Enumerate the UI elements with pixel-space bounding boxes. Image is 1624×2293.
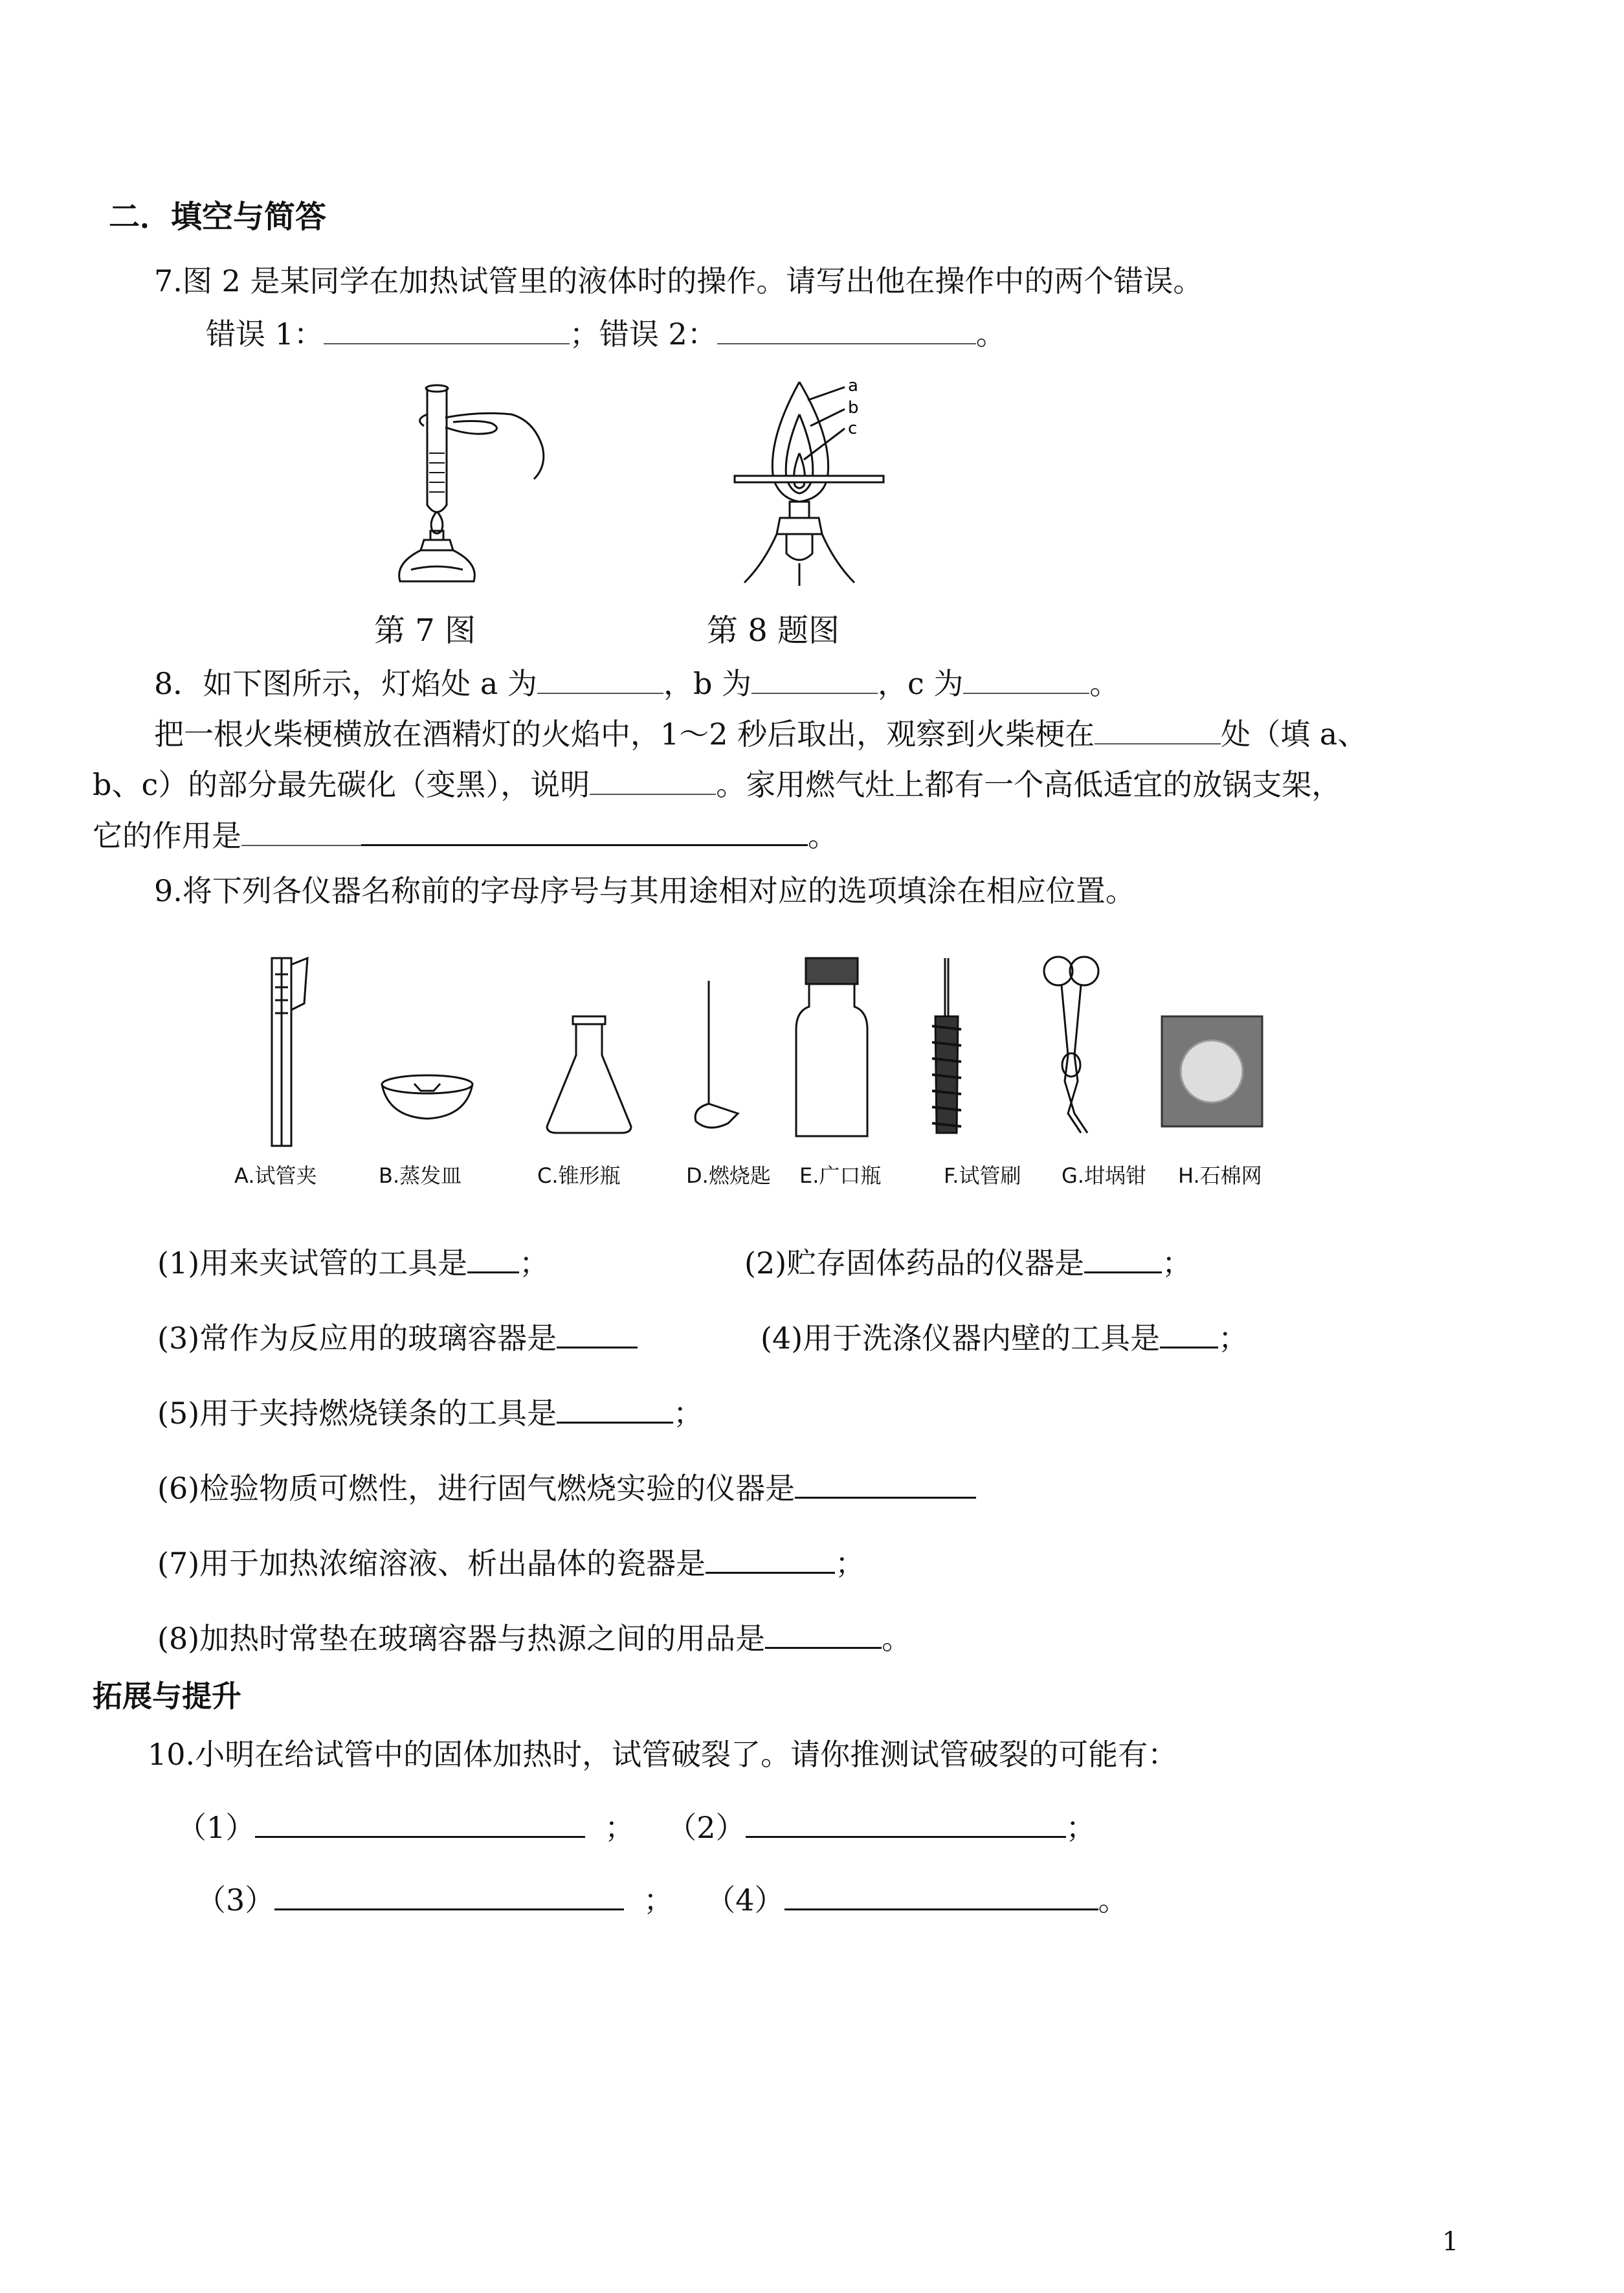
q8-blank-position[interactable] bbox=[1095, 715, 1221, 744]
q8-blank-purpose-1[interactable] bbox=[241, 816, 361, 846]
q9-item-3-text: (3)常作为反应用的玻璃容器是 bbox=[157, 1321, 557, 1356]
q9-item-4-text: (4)用于洗涤仪器内壁的工具是 bbox=[761, 1321, 1161, 1356]
q9-item-8-period: 。 bbox=[882, 1621, 912, 1656]
q8-line3 bbox=[93, 765, 1341, 804]
q9-item-5-blank[interactable] bbox=[557, 1393, 673, 1424]
flame-label-c: c bbox=[848, 419, 858, 438]
q8-blank-explain[interactable] bbox=[590, 765, 716, 795]
q10-blank-3[interactable] bbox=[274, 1880, 624, 1910]
q8-line2-text-b: 处（填 a、 bbox=[1221, 717, 1368, 752]
q9-item-4-semi: ； bbox=[1218, 1321, 1249, 1356]
q8-line1-text-b: ，b 为 bbox=[663, 666, 752, 701]
q9-item-7 bbox=[157, 1543, 865, 1583]
q9-item-4 bbox=[761, 1318, 1248, 1358]
q8-line2-text-a: 把一根火柴梗横放在酒精灯的火焰中，1～2 秒后取出，观察到火柴梗在 bbox=[154, 717, 1095, 752]
q10-blank-2[interactable] bbox=[746, 1807, 1066, 1838]
q9-item-1 bbox=[157, 1243, 549, 1282]
q8-line1-end: 。 bbox=[1089, 666, 1120, 701]
section-heading: 二．填空与简答 bbox=[109, 199, 327, 235]
q10-row1 bbox=[177, 1807, 1096, 1847]
q10-semi-3: ； bbox=[643, 1883, 674, 1918]
q8-line1-text-a: 8．如下图所示，灯焰处 a 为 bbox=[154, 666, 537, 701]
q9-item-1-text: (1)用来夹试管的工具是 bbox=[157, 1246, 468, 1281]
q8-line1-text-c: ，c 为 bbox=[878, 666, 964, 701]
q8-line4-text-a: 它的作用是 bbox=[93, 818, 241, 853]
q9-item-5-semi: ； bbox=[673, 1396, 704, 1431]
q8-blank-a[interactable] bbox=[537, 664, 663, 694]
q8-line2 bbox=[154, 715, 1367, 754]
q9-item-8-text: (8)加热时常垫在玻璃容器与热源之间的用品是 bbox=[157, 1621, 766, 1656]
instrument-label-b: B.蒸发皿 bbox=[379, 1163, 462, 1188]
q8-line4 bbox=[93, 816, 838, 855]
q10-end: 。 bbox=[1098, 1883, 1128, 1918]
q7-sep: ； bbox=[569, 317, 599, 352]
instrument-label-a: A.试管夹 bbox=[234, 1163, 317, 1188]
q9-item-3 bbox=[157, 1318, 638, 1358]
q9-item-2-blank[interactable] bbox=[1084, 1243, 1162, 1273]
q9-item-7-semi: ； bbox=[835, 1546, 865, 1581]
q8-blank-b[interactable] bbox=[751, 664, 878, 694]
q9-item-1-semi: ； bbox=[519, 1246, 550, 1281]
q10-b2-label: （2） bbox=[667, 1810, 746, 1845]
q7-end: 。 bbox=[975, 317, 1006, 352]
q7-answer-line bbox=[206, 315, 1006, 353]
q9-item-8 bbox=[157, 1618, 911, 1658]
instrument-label-f: F.试管刷 bbox=[944, 1163, 1021, 1188]
q7-err2-label: 错误 2： bbox=[599, 317, 717, 352]
q8-blank-c[interactable] bbox=[963, 664, 1089, 694]
instrument-label-e: E.广口瓶 bbox=[799, 1163, 882, 1188]
instruments-illustration bbox=[227, 939, 1301, 1152]
fig7-caption: 第 7 图 bbox=[374, 612, 476, 649]
q9-item-2-text: (2)贮存固体药品的仪器是 bbox=[744, 1246, 1085, 1281]
q8-line1 bbox=[154, 664, 1119, 703]
combustion-spoon-icon bbox=[695, 981, 738, 1128]
q10-text: 10.小明在给试管中的固体加热时，试管破裂了。请你推测试管破裂的可能有： bbox=[148, 1737, 1178, 1772]
q9-item-1-blank[interactable] bbox=[467, 1243, 519, 1273]
instrument-label-h: H.石棉网 bbox=[1178, 1163, 1262, 1188]
q7-err1-blank[interactable] bbox=[324, 315, 570, 344]
q9-item-6-text: (6)检验物质可燃性，进行固气燃烧实验的仪器是 bbox=[157, 1471, 795, 1506]
q7-err2-blank[interactable] bbox=[717, 315, 976, 344]
asbestos-gauze-icon bbox=[1162, 1016, 1262, 1126]
instrument-label-c: C.锥形瓶 bbox=[537, 1163, 621, 1188]
test-tube-holder-icon bbox=[272, 958, 307, 1146]
q9-text: 9.将下列各仪器名称前的字母序号与其用途相对应的选项填涂在相应位置。 bbox=[154, 873, 1135, 908]
q10-semi-1: ； bbox=[605, 1810, 635, 1845]
q9-item-6-blank[interactable] bbox=[795, 1468, 976, 1499]
q10-row2 bbox=[196, 1880, 1128, 1919]
conical-flask-icon bbox=[547, 1016, 631, 1133]
q10-blank-1[interactable] bbox=[255, 1807, 585, 1838]
q10-blank-4[interactable] bbox=[784, 1880, 1098, 1910]
q9-item-7-blank[interactable] bbox=[706, 1543, 835, 1574]
test-tube-brush-icon bbox=[932, 958, 961, 1133]
fig8-caption: 第 8 题图 bbox=[707, 612, 840, 649]
q9-item-6 bbox=[157, 1468, 976, 1508]
q10-b3-label: （3） bbox=[196, 1883, 275, 1918]
q9-item-2-semi: ； bbox=[1162, 1246, 1192, 1281]
q9-item-3-blank[interactable] bbox=[557, 1318, 638, 1348]
q7-err1-label: 错误 1： bbox=[206, 317, 324, 352]
flame-label-a: a bbox=[848, 376, 858, 396]
evaporating-dish-icon bbox=[382, 1075, 473, 1119]
crucible-tongs-icon bbox=[1044, 957, 1098, 1133]
wide-mouth-bottle-icon bbox=[796, 958, 867, 1136]
q9-item-4-blank[interactable] bbox=[1160, 1318, 1218, 1348]
q9-item-7-text: (7)用于加热浓缩溶液、析出晶体的瓷器是 bbox=[157, 1546, 706, 1581]
q10-semi-2: ； bbox=[1065, 1810, 1096, 1845]
q8-line4-end: 。 bbox=[808, 818, 838, 853]
q9-item-5 bbox=[157, 1393, 703, 1433]
q7-text: 7.图 2 是某同学在加热试管里的液体时的操作。请写出他在操作中的两个错误。 bbox=[154, 263, 1203, 298]
instrument-label-g: G.坩埚钳 bbox=[1062, 1163, 1146, 1188]
q9-item-5-text: (5)用于夹持燃烧镁条的工具是 bbox=[157, 1396, 557, 1431]
extension-heading: 拓展与提升 bbox=[93, 1679, 241, 1714]
q8-blank-purpose-2[interactable] bbox=[361, 816, 808, 846]
q8-line3-text-a: b、c）的部分最先碳化（变黑），说明 bbox=[93, 767, 590, 802]
fig7-heating-tube-illustration bbox=[388, 375, 557, 589]
flame-label-b: b bbox=[848, 398, 859, 418]
fig8-flame-illustration bbox=[725, 369, 919, 589]
q9-item-2 bbox=[744, 1243, 1192, 1282]
q10-b4-label: （4） bbox=[706, 1883, 784, 1918]
instrument-label-d: D.燃烧匙 bbox=[686, 1163, 771, 1188]
q8-line3-text-b: 。家用燃气灶上都有一个高低适宜的放锅支架， bbox=[716, 767, 1342, 802]
q9-item-8-blank[interactable] bbox=[765, 1618, 882, 1649]
page-number: 1 bbox=[1442, 2227, 1459, 2257]
q10-b1-label: （1） bbox=[177, 1810, 256, 1845]
